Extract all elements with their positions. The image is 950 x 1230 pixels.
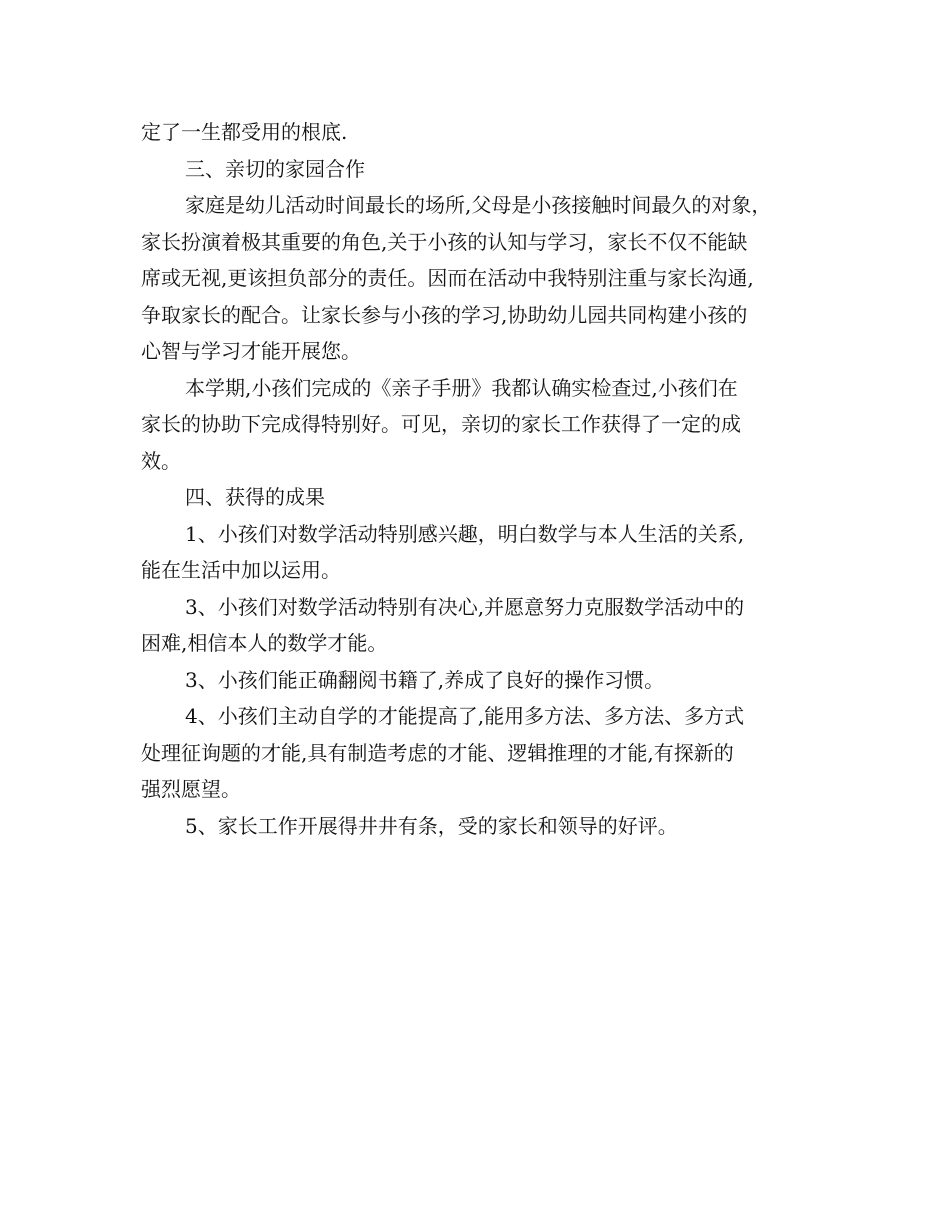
document-body bbox=[141, 114, 821, 844]
text-line: 家长扮演着极其重要的角色,关于小孩的认知与学习，家长不仅不能缺 bbox=[141, 229, 748, 254]
text-line: 本学期,小孩们完成的《亲子手册》我都认确实检查过,小孩们在 bbox=[185, 375, 738, 400]
list-item: 1、小孩们对数学活动特别感兴趣，明白数学与本人生活的关系, bbox=[185, 521, 745, 546]
text-line: 心智与学习才能开展您。 bbox=[141, 339, 361, 363]
text-line: 困难,相信本人的数学才能。 bbox=[141, 631, 388, 655]
text-line: 家长的协助下完成得特别好。可见，亲切的家长工作获得了一定的成 bbox=[141, 412, 741, 436]
text-line: 定了一生都受用的根底. bbox=[141, 120, 348, 144]
text-line: 能在生活中加以运用。 bbox=[141, 558, 341, 582]
text-line: 强烈愿望。 bbox=[141, 777, 241, 801]
text-line: 处理征询题的才能,具有制造考虑的才能、逻辑推理的才能,有探新的 bbox=[141, 740, 734, 765]
text-line: 效。 bbox=[141, 448, 181, 473]
text-line: 家庭是幼儿活动时间最长的场所,父母是小孩接触时间最久的对象， bbox=[185, 193, 772, 217]
section-heading: 四、获得的成果 bbox=[185, 485, 325, 509]
list-item: 3、小孩们能正确翻阅书籍了,养成了良好的操作习惯。 bbox=[185, 667, 665, 692]
list-item: 3、小孩们对数学活动特别有决心,并愿意努力克服数学活动中的 bbox=[185, 594, 745, 619]
text-line: 席或无视,更该担负部分的责任。因而在活动中我特别注重与家长沟通, bbox=[141, 266, 754, 290]
list-item: 5、家长工作开展得井井有条，受的家长和领导的好评。 bbox=[185, 813, 678, 838]
text-line: 争取家长的配合。让家长参与小孩的学习,协助幼儿园共同构建小孩的 bbox=[141, 302, 748, 327]
section-heading: 三、亲切的家园合作 bbox=[185, 156, 365, 181]
list-item: 4、小孩们主动自学的才能提高了,能用多方法、多方法、多方式 bbox=[185, 704, 745, 728]
